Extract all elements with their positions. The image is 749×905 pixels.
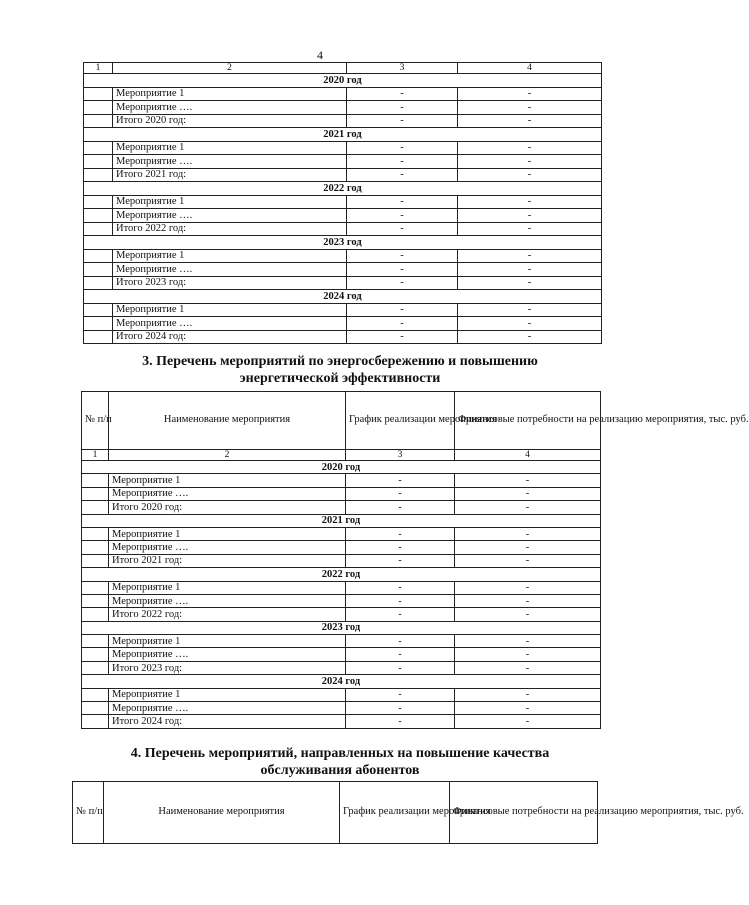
table-row bbox=[84, 101, 602, 115]
table-row bbox=[84, 141, 602, 155]
row-number-cell bbox=[84, 141, 113, 155]
column-number: 4 bbox=[455, 450, 601, 461]
finance-cell: - bbox=[458, 168, 602, 182]
schedule-cell: - bbox=[347, 263, 458, 277]
row-number-cell bbox=[84, 303, 113, 317]
activity-name: Мероприятие 1 bbox=[113, 141, 347, 155]
row-number-cell bbox=[84, 249, 113, 263]
year-row bbox=[84, 74, 602, 88]
schedule-cell: - bbox=[346, 541, 455, 554]
table-service-quality bbox=[72, 781, 744, 844]
finance-cell: - bbox=[458, 317, 602, 331]
table-row bbox=[84, 209, 602, 223]
activity-name: Мероприятие 1 bbox=[109, 527, 346, 540]
row-number-cell bbox=[82, 487, 109, 500]
row-number-cell bbox=[84, 155, 113, 169]
table-row bbox=[84, 317, 602, 331]
year-row bbox=[82, 461, 601, 474]
row-number-cell bbox=[84, 168, 113, 182]
section-3-title: 3. Перечень мероприятий по энергосбережению и повышению энергетической эффективности bbox=[142, 354, 538, 386]
total-row bbox=[84, 276, 602, 290]
table-energy-saving bbox=[81, 391, 749, 729]
finance-cell: - bbox=[458, 330, 602, 344]
schedule-cell: - bbox=[347, 155, 458, 169]
finance-cell: - bbox=[458, 114, 602, 128]
table-row bbox=[82, 635, 601, 648]
activity-name: Мероприятие …. bbox=[113, 263, 347, 277]
total-label: Итого 2021 год: bbox=[113, 168, 347, 182]
finance-cell: - bbox=[455, 541, 601, 554]
total-row bbox=[84, 330, 602, 344]
total-row bbox=[82, 608, 601, 621]
row-number-cell bbox=[82, 702, 109, 715]
table-row bbox=[82, 688, 601, 701]
row-number-cell bbox=[82, 715, 109, 728]
total-label: Итого 2020 год: bbox=[113, 114, 347, 128]
schedule-cell: - bbox=[346, 661, 455, 674]
activity-name: Мероприятие …. bbox=[113, 155, 347, 169]
column-number: 1 bbox=[84, 63, 113, 74]
row-number-cell bbox=[84, 276, 113, 290]
row-number-cell bbox=[82, 501, 109, 514]
year-label: 2020 год bbox=[82, 461, 601, 474]
total-row bbox=[84, 168, 602, 182]
table-row bbox=[84, 87, 602, 101]
finance-cell: - bbox=[455, 635, 601, 648]
finance-cell: - bbox=[458, 276, 602, 290]
row-number-cell bbox=[82, 661, 109, 674]
schedule-cell: - bbox=[346, 527, 455, 540]
finance-cell: - bbox=[455, 487, 601, 500]
year-row bbox=[84, 290, 602, 304]
row-number-cell bbox=[82, 474, 109, 487]
schedule-cell: - bbox=[346, 608, 455, 621]
row-number-cell bbox=[82, 648, 109, 661]
activity-name: Мероприятие …. bbox=[109, 648, 346, 661]
header-schedule: График реализации мероприятия bbox=[346, 392, 455, 450]
table-header-row bbox=[73, 782, 598, 844]
year-row bbox=[82, 675, 601, 688]
schedule-cell: - bbox=[347, 317, 458, 331]
year-label: 2020 год bbox=[84, 74, 602, 88]
row-number-cell bbox=[84, 209, 113, 223]
finance-cell: - bbox=[455, 715, 601, 728]
activity-name: Мероприятие 1 bbox=[109, 474, 346, 487]
schedule-cell: - bbox=[347, 209, 458, 223]
total-label: Итого 2021 год: bbox=[109, 554, 346, 567]
table-row bbox=[82, 541, 601, 554]
table-row bbox=[84, 263, 602, 277]
row-number-cell bbox=[82, 554, 109, 567]
column-number: 2 bbox=[113, 63, 347, 74]
schedule-cell: - bbox=[346, 635, 455, 648]
year-label: 2023 год bbox=[84, 236, 602, 250]
finance-cell: - bbox=[458, 209, 602, 223]
finance-cell: - bbox=[455, 581, 601, 594]
activity-name: Мероприятие 1 bbox=[109, 688, 346, 701]
table-row bbox=[82, 594, 601, 607]
year-label: 2021 год bbox=[84, 128, 602, 142]
activity-name: Мероприятие 1 bbox=[109, 581, 346, 594]
header-no: № п/п bbox=[73, 782, 104, 844]
column-number: 4 bbox=[458, 63, 602, 74]
activity-name: Мероприятие …. bbox=[113, 101, 347, 115]
header-schedule: График реализации мероприятия bbox=[340, 782, 450, 844]
finance-cell: - bbox=[455, 594, 601, 607]
table-row bbox=[84, 303, 602, 317]
row-number-cell bbox=[82, 635, 109, 648]
schedule-cell: - bbox=[347, 141, 458, 155]
table-row bbox=[82, 581, 601, 594]
activity-name: Мероприятие 1 bbox=[109, 635, 346, 648]
finance-cell: - bbox=[455, 501, 601, 514]
table-row bbox=[82, 487, 601, 500]
finance-cell: - bbox=[458, 222, 602, 236]
activity-name: Мероприятие 1 bbox=[113, 195, 347, 209]
year-label: 2022 год bbox=[82, 568, 601, 581]
table-continuation-body bbox=[84, 63, 602, 344]
schedule-cell: - bbox=[347, 303, 458, 317]
column-number: 3 bbox=[346, 450, 455, 461]
table-energy-saving-body bbox=[82, 392, 749, 729]
schedule-cell: - bbox=[347, 168, 458, 182]
finance-cell: - bbox=[458, 303, 602, 317]
table-service-quality-body bbox=[73, 782, 744, 844]
year-row bbox=[82, 568, 601, 581]
page-number: 4 bbox=[317, 48, 323, 62]
year-row bbox=[84, 128, 602, 142]
header-finance: Финансовые потребности на реализацию мероприятия, тыс. руб. bbox=[455, 392, 601, 450]
year-label: 2024 год bbox=[82, 675, 601, 688]
finance-cell: - bbox=[455, 608, 601, 621]
row-number-cell bbox=[84, 87, 113, 101]
table-row bbox=[82, 702, 601, 715]
finance-cell: - bbox=[458, 87, 602, 101]
table-row bbox=[84, 249, 602, 263]
column-number-row bbox=[84, 63, 602, 74]
schedule-cell: - bbox=[347, 222, 458, 236]
table-header-row bbox=[82, 392, 601, 450]
schedule-cell: - bbox=[346, 715, 455, 728]
activity-name: Мероприятие 1 bbox=[113, 249, 347, 263]
schedule-cell: - bbox=[346, 702, 455, 715]
column-number: 3 bbox=[347, 63, 458, 74]
total-row bbox=[82, 715, 601, 728]
column-number: 2 bbox=[109, 450, 346, 461]
schedule-cell: - bbox=[347, 87, 458, 101]
activity-name: Мероприятие 1 bbox=[113, 303, 347, 317]
schedule-cell: - bbox=[347, 330, 458, 344]
row-number-cell bbox=[82, 527, 109, 540]
year-label: 2021 год bbox=[82, 514, 601, 527]
row-number-cell bbox=[84, 263, 113, 277]
year-label: 2022 год bbox=[84, 182, 602, 196]
activity-name: Мероприятие …. bbox=[113, 209, 347, 223]
section-4-title: 4. Перечень мероприятий, направленных на повышение качества обслуживания абонентов bbox=[130, 746, 550, 778]
header-no: № п/п bbox=[82, 392, 109, 450]
total-row bbox=[82, 554, 601, 567]
activity-name: Мероприятие …. bbox=[113, 317, 347, 331]
schedule-cell: - bbox=[347, 101, 458, 115]
finance-cell: - bbox=[458, 155, 602, 169]
row-number-cell bbox=[84, 330, 113, 344]
finance-cell: - bbox=[455, 688, 601, 701]
finance-cell: - bbox=[455, 527, 601, 540]
activity-name: Мероприятие …. bbox=[109, 487, 346, 500]
schedule-cell: - bbox=[347, 249, 458, 263]
finance-cell: - bbox=[458, 141, 602, 155]
row-number-cell bbox=[84, 222, 113, 236]
row-number-cell bbox=[84, 101, 113, 115]
row-number-cell bbox=[84, 114, 113, 128]
finance-cell: - bbox=[458, 263, 602, 277]
total-label: Итого 2020 год: bbox=[109, 501, 346, 514]
year-label: 2023 год bbox=[82, 621, 601, 634]
total-row bbox=[84, 222, 602, 236]
activity-name: Мероприятие 1 bbox=[113, 87, 347, 101]
finance-cell: - bbox=[458, 249, 602, 263]
finance-cell: - bbox=[458, 195, 602, 209]
row-number-cell bbox=[82, 688, 109, 701]
activity-name: Мероприятие …. bbox=[109, 541, 346, 554]
row-number-cell bbox=[82, 594, 109, 607]
year-row bbox=[82, 621, 601, 634]
finance-cell: - bbox=[455, 474, 601, 487]
total-label: Итого 2023 год: bbox=[109, 661, 346, 674]
header-name: Наименование мероприятия bbox=[104, 782, 340, 844]
total-label: Итого 2022 год: bbox=[109, 608, 346, 621]
table-row bbox=[82, 527, 601, 540]
total-label: Итого 2024 год: bbox=[109, 715, 346, 728]
table-row bbox=[84, 195, 602, 209]
schedule-cell: - bbox=[346, 501, 455, 514]
row-number-cell bbox=[84, 317, 113, 331]
row-number-cell bbox=[82, 541, 109, 554]
row-number-cell bbox=[82, 608, 109, 621]
finance-cell: - bbox=[458, 101, 602, 115]
column-number-row bbox=[82, 450, 601, 461]
total-row bbox=[82, 501, 601, 514]
schedule-cell: - bbox=[346, 487, 455, 500]
schedule-cell: - bbox=[347, 114, 458, 128]
finance-cell: - bbox=[455, 661, 601, 674]
schedule-cell: - bbox=[347, 195, 458, 209]
table-row bbox=[82, 474, 601, 487]
table-row bbox=[84, 155, 602, 169]
schedule-cell: - bbox=[346, 594, 455, 607]
year-row bbox=[84, 182, 602, 196]
schedule-cell: - bbox=[347, 276, 458, 290]
schedule-cell: - bbox=[346, 648, 455, 661]
total-label: Итого 2024 год: bbox=[113, 330, 347, 344]
header-finance: Финансовые потребности на реализацию мероприятия, тыс. руб. bbox=[450, 782, 598, 844]
total-row bbox=[82, 661, 601, 674]
total-row bbox=[84, 114, 602, 128]
total-label: Итого 2023 год: bbox=[113, 276, 347, 290]
year-row bbox=[82, 514, 601, 527]
finance-cell: - bbox=[455, 648, 601, 661]
total-label: Итого 2022 год: bbox=[113, 222, 347, 236]
schedule-cell: - bbox=[346, 554, 455, 567]
schedule-cell: - bbox=[346, 581, 455, 594]
column-number: 1 bbox=[82, 450, 109, 461]
header-name: Наименование мероприятия bbox=[109, 392, 346, 450]
table-continuation bbox=[83, 62, 602, 344]
row-number-cell bbox=[84, 195, 113, 209]
finance-cell: - bbox=[455, 702, 601, 715]
activity-name: Мероприятие …. bbox=[109, 594, 346, 607]
activity-name: Мероприятие …. bbox=[109, 702, 346, 715]
year-label: 2024 год bbox=[84, 290, 602, 304]
finance-cell: - bbox=[455, 554, 601, 567]
schedule-cell: - bbox=[346, 474, 455, 487]
schedule-cell: - bbox=[346, 688, 455, 701]
table-row bbox=[82, 648, 601, 661]
year-row bbox=[84, 236, 602, 250]
row-number-cell bbox=[82, 581, 109, 594]
